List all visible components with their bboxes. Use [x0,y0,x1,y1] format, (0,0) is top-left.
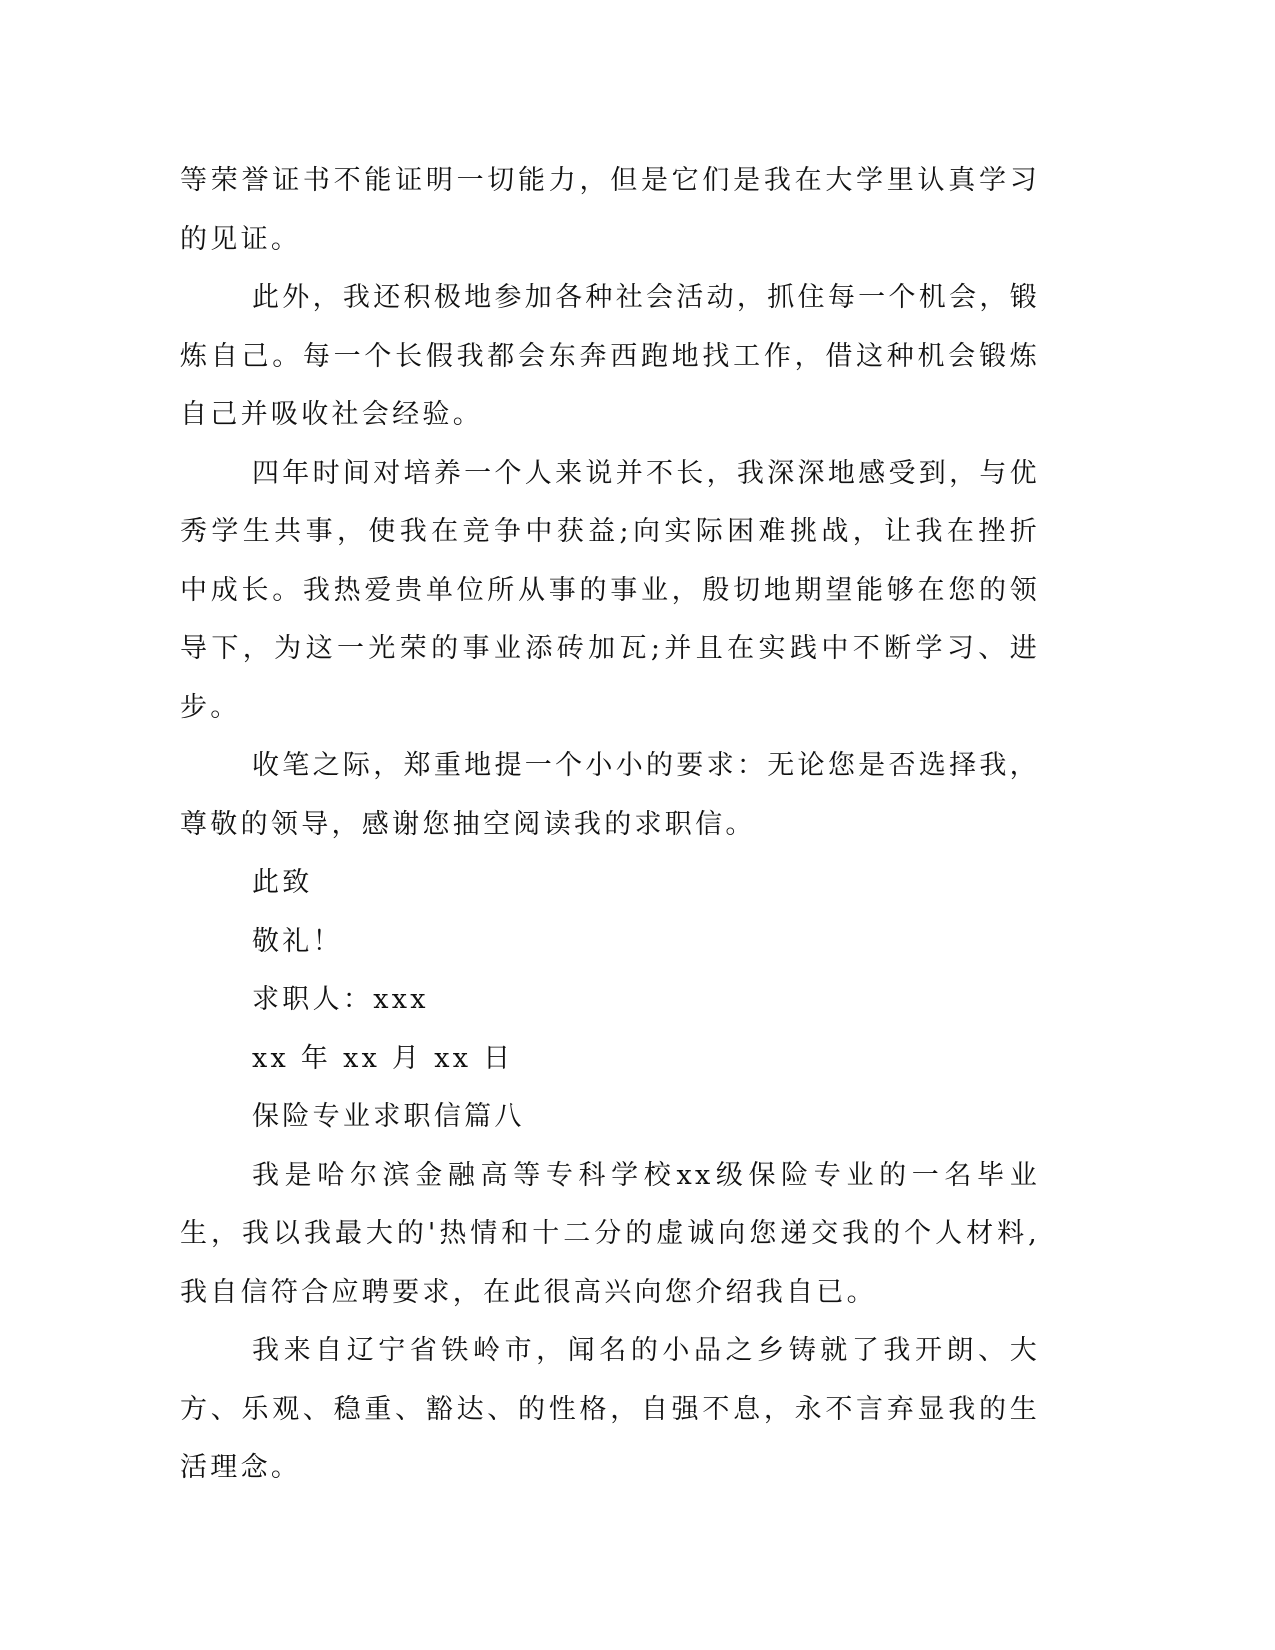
paragraph-activities: 此外，我还积极地参加各种社会活动，抓住每一个机会，锻炼自己。每一个长假我都会东奔西跑地找工作，借这种机会锻炼自己并吸收社会经验。 [180,282,1040,430]
applicant-signature: 求职人：xxx [252,984,429,1015]
document-page [180,152,1040,1498]
paragraph-introduction: 我是哈尔滨金融高等专科学校xx级保险专业的一名毕业生，我以我最大的'热情和十二分的虚诚向您递交我的个人材料,我自信符合应聘要求，在此很高兴向您介绍我自已。 [180,1159,1040,1308]
paragraph-continuation: 等荣誉证书不能证明一切能力，但是它们是我在大学里认真学习的见证。 [180,165,1040,255]
salutation-cizhi: 此致 [252,867,313,898]
paragraph-four-years: 四年时间对培养一个人来说并不长，我深深地感受到，与优秀学生共事，使我在竞争中获益;向实际困难挑战，让我在挫折中成长。我热爱贵单位所从事的事业，殷切地期望能够在您的领导下，为这一光荣的事业添砖加瓦;并且在实践中不断学习、进步。 [180,457,1040,723]
paragraph-closing-request: 收笔之际，郑重地提一个小小的要求：无论您是否选择我，尊敬的领导，感谢您抽空阅读我的求职信。 [180,750,1040,840]
salutation-jingli: 敬礼！ [252,925,343,957]
paragraph-origin: 我来自辽宁省铁岭市，闻名的小品之乡铸就了我开朗、大方、乐观、稳重、豁达、的性格，自强不息，永不言弃显我的生活理念。 [180,1335,1040,1483]
letter-date: xx 年 xx 月 xx 日 [252,1042,514,1074]
section-heading: 保险专业求职信篇八 [252,1101,525,1132]
